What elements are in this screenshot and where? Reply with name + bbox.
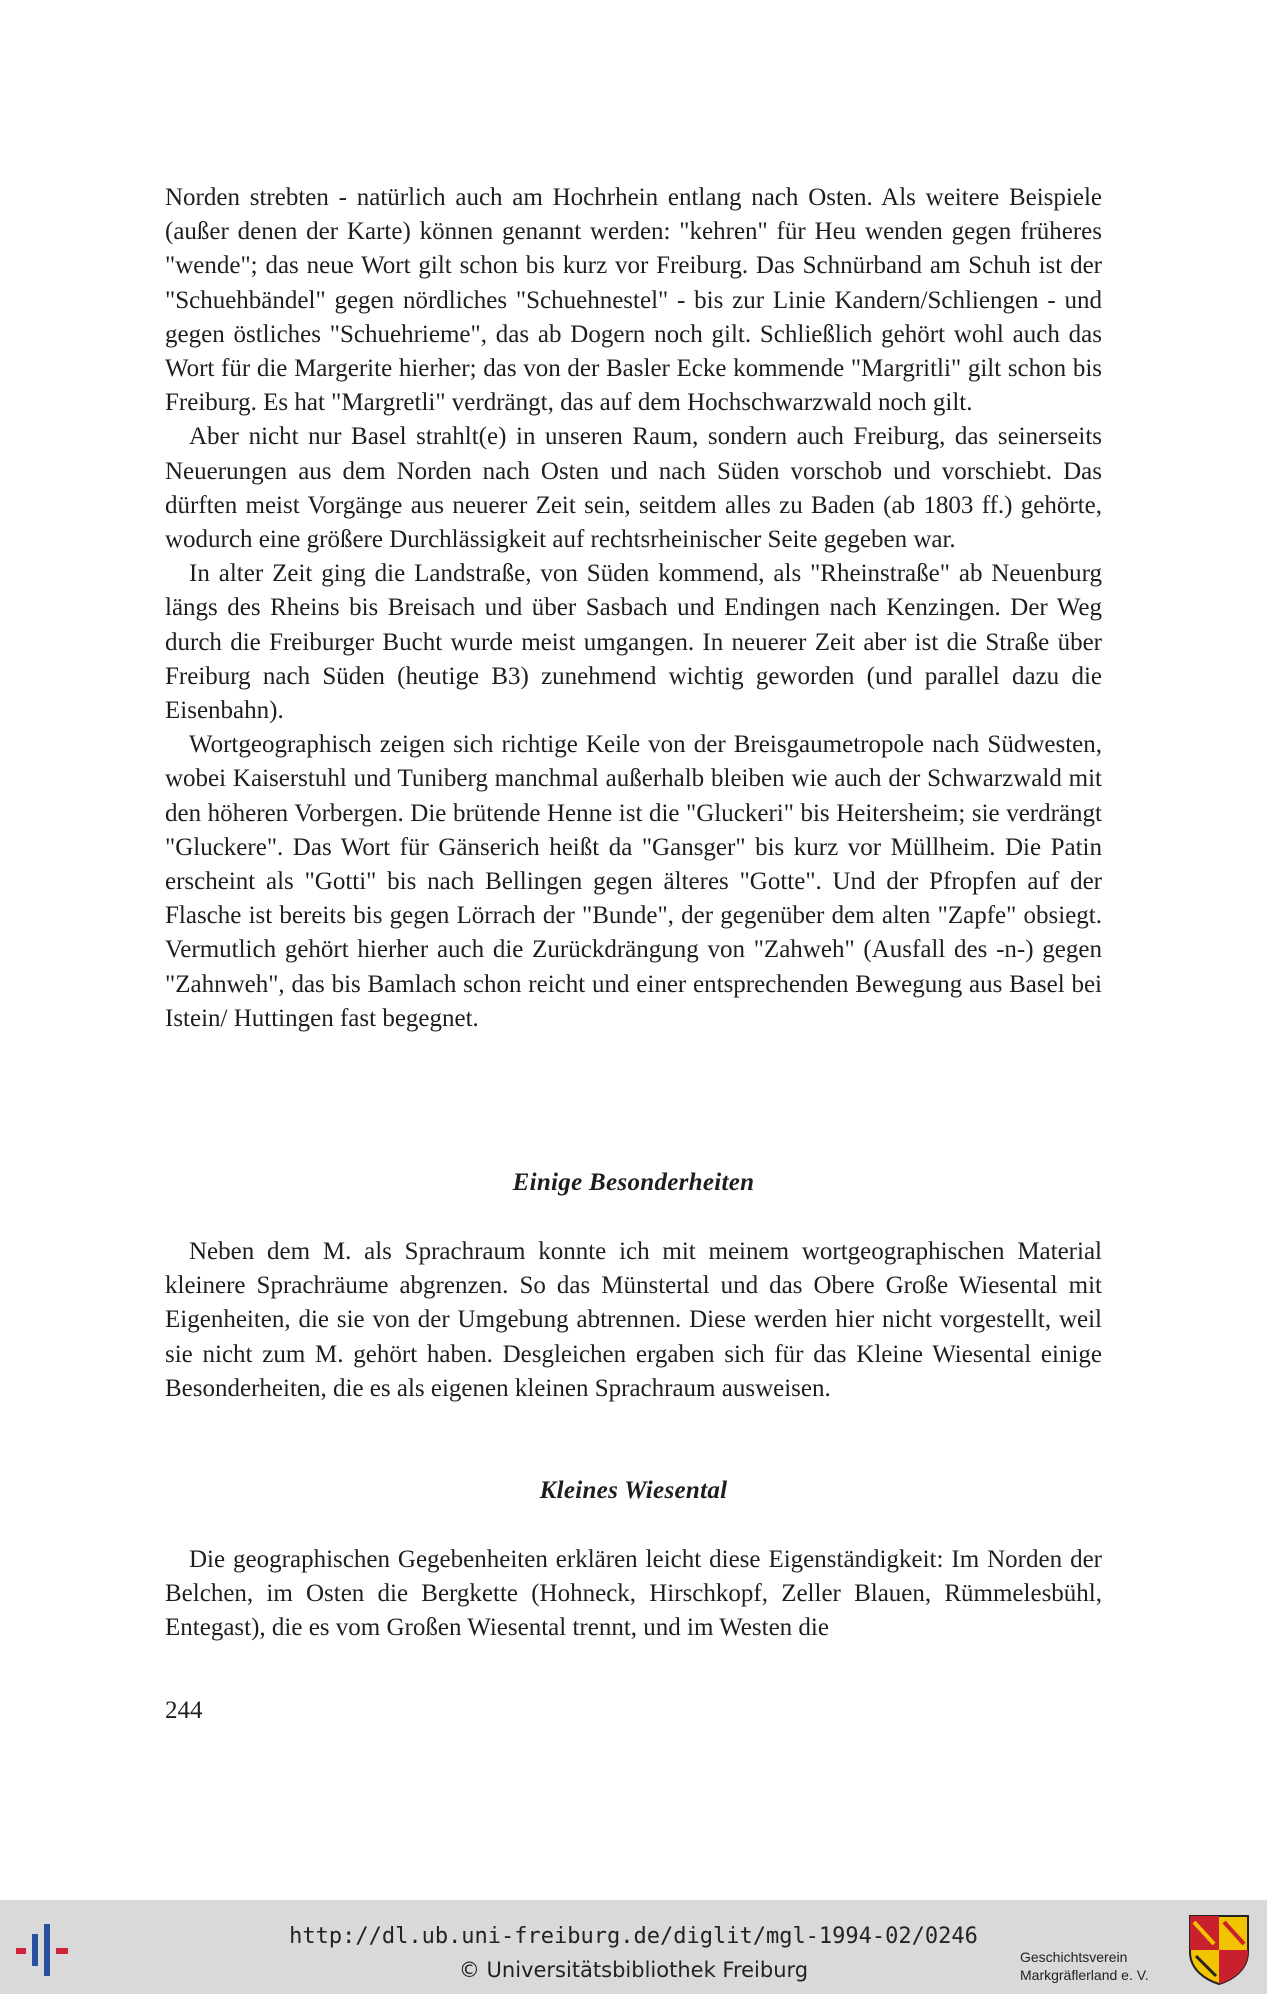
permalink-url[interactable]: http://dl.ub.uni-freiburg.de/diglit/mgl-1994-02/0246 xyxy=(289,1924,978,1949)
society-name-line1: Geschichtsverein xyxy=(1020,1949,1128,1965)
body-text-lower xyxy=(165,1543,1102,1646)
paragraph-6: Die geographischen Gegebenheiten erklären leicht diese Eigenständigkeit: Im Norden der Belchen, im Osten die Bergkette (Hohneck, Hirschkopf, Zeller Blauen, Rümmelesbühl, Entegast), die es vom Großen Wiesental trennt, und im Westen die xyxy=(165,1546,1102,1642)
paragraph-4: Wortgeographisch zeigen sich richtige Keile von der Breisgaumetropole nach Südwesten, wobei Kaiserstuhl und Tuniberg manchmal außerhalb bleiben wie auch der Schwarzwald mit den höheren Vorbergen. Die brütende Henne ist die "Gluckeri" bis Heitersheim; sie verdrängt "Gluckere". Das Wort für Gänserich heißt da "Gansger" bis kurz vor Müllheim. Die Patin erscheint als "Gotti" bis nach Bellingen gegen älteres "Gotte". Und der Pfropfen auf der Flasche ist bereits bis gegen Lörrach der "Bunde", der gegenüber dem alten "Zapfe" obsiegt. Vermutlich gehört hierher auch die Zurückdrängung von "Zahweh" (Ausfall des -n-) gegen "Zahnweh", das bis Bamlach schon reicht und einer entsprechenden Bewegung aus Basel bei Istein/ Huttingen fast begegnet. xyxy=(165,731,1102,1032)
paragraph-1: Norden strebten - natürlich auch am Hochrhein entlang nach Osten. Als weitere Beispiele (außer denen der Karte) können genannt werden: "kehren" für Heu wenden gegen früheres "wende"; das neue Wort gilt schon bis kurz vor Freiburg. Das Schnürband am Schuh ist der "Schuehbändel" gegen nördliches "Schuehnestel" - bis zur Linie Kandern/Schliengen - und gegen östliches "Schuehrieme", das ab Dogern noch gilt. Schließlich gehört wohl auch das Wort für die Margerite hierher; das von der Basler Ecke kommende "Margritli" gilt schon bis Freiburg. Es hat "Margretli" verdrängt, das auf dem Hochschwarzwald noch gilt. xyxy=(165,184,1102,417)
society-name-line2: Markgräflerland e. V. xyxy=(1020,1967,1149,1983)
society-name xyxy=(1020,1948,1180,1984)
paragraph-3: In alter Zeit ging die Landstraße, von Süden kommend, als "Rheinstraße" ab Neuenburg längs des Rheins bis Breisach und über Sasbach und Endingen nach Kenzingen. Der Weg durch die Freiburger Bucht wurde meist umgangen. In neuerer Zeit aber ist die Straße über Freiburg nach Süden (heutige B3) zunehmend wichtig geworden (und parallel dazu die Eisenbahn). xyxy=(165,560,1102,725)
body-text-upper xyxy=(165,181,1102,1036)
body-text-middle xyxy=(165,1235,1102,1406)
paragraph-2: Aber nicht nur Basel strahlt(e) in unseren Raum, sondern auch Freiburg, das seinerseits Neuerungen aus dem Norden nach Osten und nach Süden vorschob und vorschiebt. Das dürften meist Vorgänge aus neuerer Zeit sein, seitdem alles zu Baden (ab 1803 ff.) gehörte, wodurch eine größere Durchlässigkeit auf rechtsrheinischer Seite gegeben war. xyxy=(165,423,1102,554)
page-number: 244 xyxy=(165,1697,203,1724)
section-heading-besonderheiten: Einige Besonderheiten xyxy=(512,1169,755,1196)
section-heading-kleines-wiesental: Kleines Wiesental xyxy=(539,1477,728,1504)
footer-bar xyxy=(0,1900,1267,1994)
copyright-notice: © Universitätsbibliothek Freiburg xyxy=(458,1958,809,1982)
paragraph-5: Neben dem M. als Sprachraum konnte ich mit meinem wortgeographischen Material kleinere Sprachräume abgrenzen. So das Münstertal und das Obere Große Wiesental mit Eigenheiten, die sie von der Umgebung abtrennen. Diese werden hier nicht vorgestellt, weil sie nicht zum M. gehört haben. Desgleichen ergaben sich für das Kleine Wiesental einige Besonderheiten, die es als eigenen kleinen Sprachraum ausweisen. xyxy=(165,1238,1102,1402)
coat-of-arms-icon xyxy=(1188,1914,1250,1986)
